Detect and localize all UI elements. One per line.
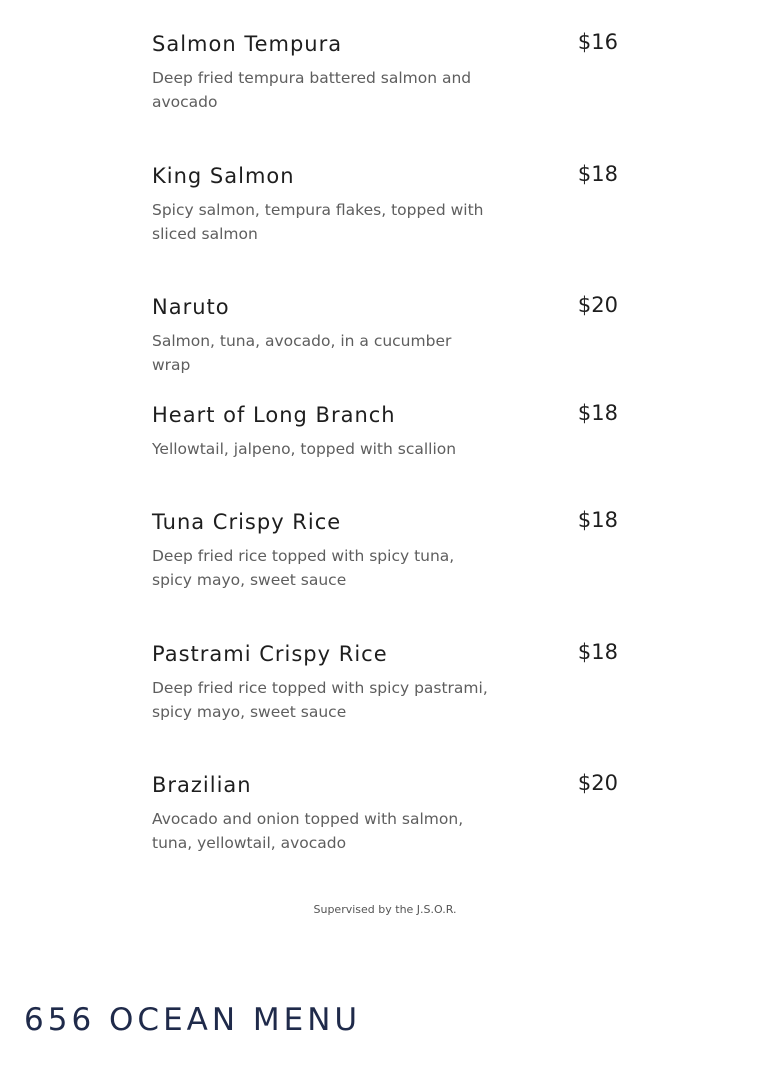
menu-item-name: Heart of Long Branch (152, 403, 396, 427)
menu-item-description: Deep fried tempura battered salmon and avocado (152, 69, 472, 111)
menu-item-description: Spicy salmon, tempura flakes, topped with sliced salmon (152, 201, 484, 243)
menu-item-name: Tuna Crispy Rice (152, 510, 342, 534)
menu-item-price: $18 (577, 508, 618, 532)
menu-item-name: Naruto (152, 295, 230, 319)
menu-item-price: $20 (577, 771, 618, 795)
supervision-note: Supervised by the J.S.O.R. (313, 903, 457, 916)
menu-item-price: $20 (577, 293, 618, 317)
menu-item-description: Yellowtail, jalpeno, topped with scallion (152, 440, 457, 458)
menu-item-name: Salmon Tempura (152, 32, 343, 56)
menu-item-price: $18 (577, 162, 618, 186)
brand-title: 656 OCEAN MENU (24, 1002, 362, 1038)
menu-item-description: Avocado and onion topped with salmon, tuna, yellowtail, avocado (152, 810, 464, 852)
menu-item-description: Deep fried rice topped with spicy tuna, spicy mayo, sweet sauce (152, 547, 455, 589)
menu-item-name: King Salmon (152, 164, 295, 188)
menu-item-price: $16 (577, 30, 618, 54)
menu-item-price: $18 (577, 640, 618, 664)
menu-item-name: Pastrami Crispy Rice (152, 642, 388, 666)
menu-item-name: Brazilian (152, 773, 252, 797)
menu-item-description: Deep fried rice topped with spicy pastrami, spicy mayo, sweet sauce (152, 679, 488, 721)
menu-item-description: Salmon, tuna, avocado, in a cucumber wrap (152, 332, 452, 374)
menu-item-price: $18 (577, 401, 618, 425)
